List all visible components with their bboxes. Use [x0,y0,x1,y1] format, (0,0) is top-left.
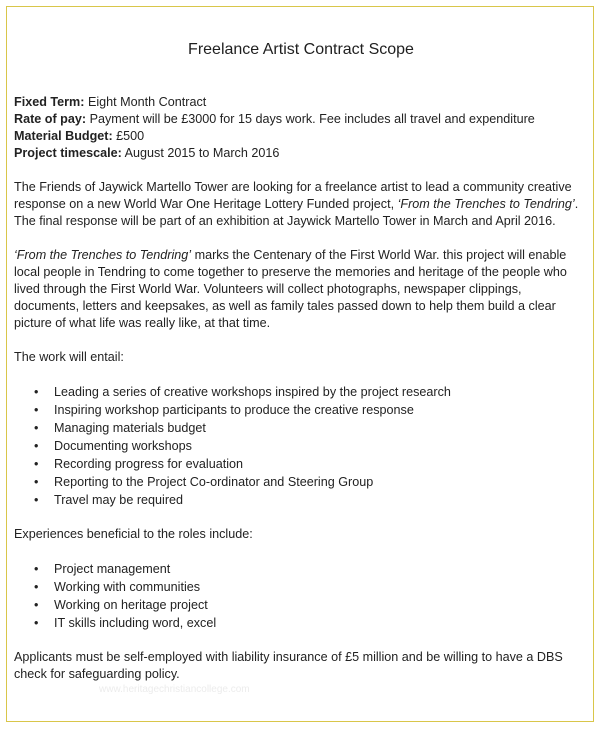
list-item-text: Inspiring workshop participants to produce the creative response [54,403,414,417]
experience-intro: Experiences beneficial to the roles include: [14,527,253,541]
term-rate-of-pay [14,111,588,128]
project-name-italic: ‘From the Trenches to Tendring’ [14,248,192,262]
list-item-text: Working on heritage project [54,598,208,612]
list-item-text: Recording progress for evaluation [54,457,244,471]
list-item-text: Managing materials budget [54,421,206,435]
list-item-text: Working with communities [54,580,201,594]
term-value: August 2015 to March 2016 [121,146,280,160]
bullet-icon: • [34,385,39,399]
bullet-icon: • [34,616,39,630]
term-value: Eight Month Contract [84,95,207,109]
intro-text-c: . The final response will be part of an exhibition at Jaywick Martello Tower in March and April 2016. [14,197,579,228]
term-fixed-term [14,94,588,111]
watermark: www.heritagechristiancollege.com [99,684,250,695]
contract-terms [14,94,588,162]
work-list [14,383,588,509]
list-item [14,419,588,437]
bullet-icon: • [34,403,39,417]
list-item [14,560,588,578]
term-label: Material Budget: [14,129,113,143]
list-item [14,578,588,596]
bullet-icon: • [34,421,39,435]
list-item [14,383,588,401]
list-item [14,437,588,455]
list-item [14,491,588,509]
bullet-icon: • [34,439,39,453]
document-page [6,6,594,722]
list-item [14,596,588,614]
bullet-icon: • [34,475,39,489]
experience-list [14,560,588,632]
project-name-italic: ‘From the Trenches to Tendring’ [397,197,575,211]
project-text: marks the Centenary of the First World War. this project will enable local people in Tendring to come together to preserve the memories and heritage of the people who lived through the First World War. Volunteers will collect photographs, newspaper clippings, documents, letters and keepsakes, as well as family tales passed down to help them build a clear picture of what life was really like, at that time. [14,248,567,330]
term-label: Fixed Term: [14,95,85,109]
term-project-timescale [14,145,588,162]
term-label: Project timescale: [14,146,122,160]
list-item-text: Leading a series of creative workshops inspired by the project research [54,385,451,399]
bullet-icon: • [34,457,39,471]
term-value: £500 [112,129,145,143]
bullet-icon: • [34,562,39,576]
term-value: Payment will be £3000 for 15 days work. Fee includes all travel and expenditure [86,112,535,126]
list-item-text: Documenting workshops [54,439,192,453]
project-paragraph [14,247,588,332]
term-label: Rate of pay: [14,112,87,126]
list-item-text: Travel may be required [54,493,184,507]
work-intro: The work will entail: [14,350,124,364]
list-item [14,473,588,491]
list-item-text: Project management [54,562,171,576]
list-item [14,401,588,419]
bullet-icon: • [34,598,39,612]
intro-paragraph [14,179,588,230]
bullet-icon: • [34,580,39,594]
list-item [14,614,588,632]
list-item-text: Reporting to the Project Co-ordinator and Steering Group [54,475,374,489]
list-item-text: IT skills including word, excel [54,616,217,630]
intro-text-a: The Friends of Jaywick Martello Tower are looking for a freelance artist to lead a community creative response on a new World War One Heritage Lottery Funded project, [14,180,572,211]
list-item [14,455,588,473]
document-title: Freelance Artist Contract Scope [188,41,414,58]
bullet-icon: • [34,493,39,507]
term-material-budget [14,128,588,145]
document-content [14,7,588,700]
closing-paragraph: Applicants must be self-employed with liability insurance of £5 million and be willing to have a DBS check for safeguarding policy. [14,650,563,681]
